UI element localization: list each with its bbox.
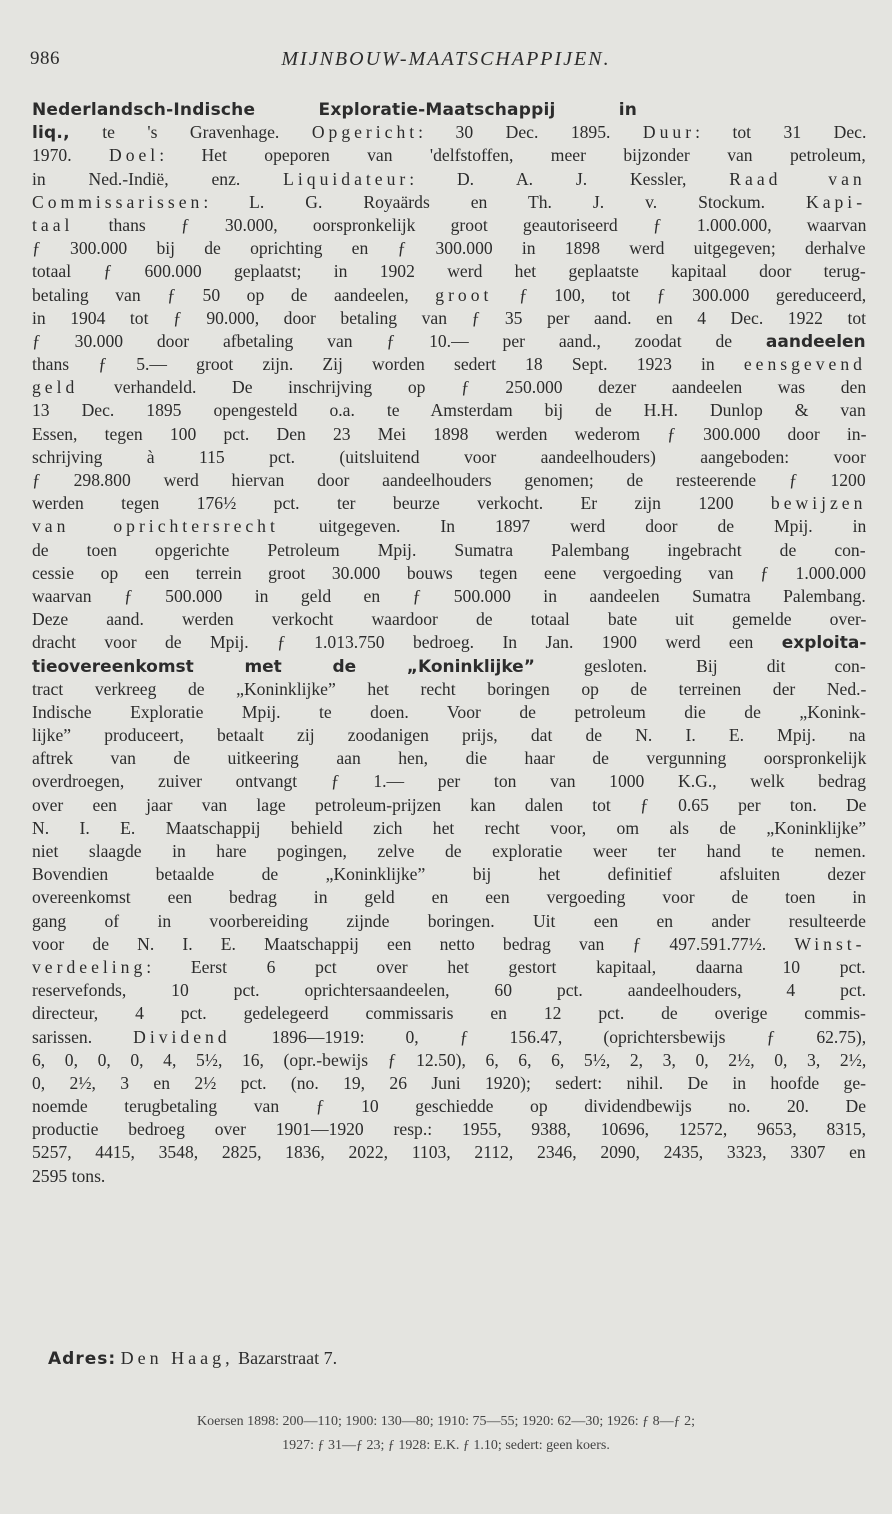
text-segment: lijke” produceert, betaalt zij zoodanigen prijs, dat de N. I. E. Mpij. na bbox=[32, 725, 866, 746]
text-line bbox=[32, 353, 866, 376]
text-segment: Deze aand. werden verkocht waardoor de totaal bate uit gemelde over- bbox=[32, 609, 867, 630]
text-line bbox=[32, 747, 866, 770]
entry-body-text bbox=[32, 98, 866, 1188]
text-segment: liq., bbox=[32, 123, 70, 144]
text-line bbox=[32, 446, 866, 469]
text-segment: te 's Gravenhage. bbox=[69, 122, 312, 143]
text-segment: Opgericht bbox=[311, 122, 419, 143]
text-segment: Dividend bbox=[133, 1026, 231, 1047]
text-line bbox=[32, 191, 866, 214]
text-line bbox=[32, 237, 866, 260]
text-segment: Kapi- bbox=[806, 191, 867, 212]
text-segment: ƒ 100, tot ƒ 300.000 gereduceerd, bbox=[492, 284, 867, 305]
text-segment: : Het opeporen van 'delfstoffen, meer bijzonder van petroleum, bbox=[159, 145, 866, 166]
price-quotations-line-1: Koersen 1898: 200—110; 1900: 130—80; 1910: 75—55; 1920: 62—30; 1926: ƒ 8—ƒ 2; bbox=[196, 1414, 696, 1429]
text-line bbox=[32, 260, 866, 283]
text-segment: aftrek van de uitkeering aan hen, die haar de vergunning oorspronkelijk bbox=[32, 748, 867, 769]
text-segment: Essen, tegen 100 pct. Den 23 Mei 1898 werden wederom ƒ 300.000 door in- bbox=[32, 423, 867, 444]
text-segment: sarissen. bbox=[32, 1026, 134, 1047]
text-segment: 5257, 4415, 3548, 2825, 1836, 2022, 1103, 2112, 2346, 2090, 2435, 3323, 3307 en bbox=[32, 1142, 866, 1163]
text-segment: werden tegen 176½ pct. ter beurze verkocht. Er zijn 1200 bbox=[32, 493, 771, 514]
text-segment: Doel bbox=[108, 145, 160, 166]
text-line bbox=[32, 492, 866, 515]
text-segment: waarvan ƒ 500.000 in geld en ƒ 500.000 in aandeelen Sumatra Palembang. bbox=[32, 585, 866, 606]
text-segment: Commissarissen bbox=[32, 191, 204, 212]
text-segment: 13 Dec. 1895 opengesteld o.a. te Amsterdam bij de H.H. Dunlop & van bbox=[32, 400, 866, 421]
text-segment: verhandeld. De inschrijving op ƒ 250.000 dezer aandeelen was den bbox=[78, 377, 867, 398]
text-segment: bewijzen bbox=[770, 493, 867, 514]
text-line bbox=[32, 168, 866, 191]
text-line bbox=[32, 886, 866, 909]
text-segment: overeenkomst een bedrag in geld en een vergoeding voor de toen in bbox=[32, 887, 867, 908]
text-line bbox=[32, 817, 866, 840]
address-street: Bazarstraat 7. bbox=[238, 1348, 338, 1368]
text-line bbox=[32, 1165, 866, 1188]
text-segment: Raad van bbox=[729, 168, 866, 189]
text-line bbox=[32, 1072, 866, 1095]
text-segment: geld bbox=[32, 377, 79, 398]
text-segment: aandeelen bbox=[765, 331, 866, 352]
text-segment: gesloten. Bij dit con- bbox=[534, 655, 866, 676]
text-line bbox=[32, 423, 866, 446]
price-quotations-line-2: 1927: ƒ 31—ƒ 23; ƒ 1928: E.K. ƒ 1.10; sedert: geen koers. bbox=[282, 1438, 610, 1453]
text-segment: : L. G. Royaärds en Th. J. v. Stockum. bbox=[203, 191, 806, 212]
text-segment: gang of in voorbereiding zijnde boringen. Uit een en ander resulteerde bbox=[32, 910, 866, 931]
text-segment: productie bedroeg over 1901—1920 resp.: 1955, 9388, 10696, 12572, 9653, 8315, bbox=[32, 1119, 867, 1140]
text-segment: 1896—1919: 0, ƒ 156.47, (oprichtersbewijs ƒ 62.75), bbox=[230, 1026, 867, 1047]
text-line bbox=[32, 469, 866, 492]
text-line bbox=[32, 655, 866, 678]
text-segment: van oprichtersrecht bbox=[32, 516, 279, 537]
text-segment: tieovereenkomst met de „Koninklijke” bbox=[32, 656, 535, 677]
text-line bbox=[32, 608, 866, 631]
text-segment: Indische Exploratie Mpij. te doen. Voor de petroleum die de „Konink- bbox=[32, 701, 866, 722]
text-segment: N. I. E. Maatschappij behield zich het recht voor, om als de „Koninklijke” bbox=[32, 817, 867, 838]
text-segment: groot bbox=[435, 284, 493, 305]
text-segment: uitgegeven. In 1897 werd door de Mpij. in bbox=[278, 516, 867, 537]
text-segment: eensgevend bbox=[743, 354, 866, 375]
text-line bbox=[32, 979, 866, 1002]
text-segment: ƒ 298.800 werd hiervan door aandeelhouders genomen; de resteerende ƒ 1200 bbox=[32, 470, 866, 490]
text-segment: thans ƒ 5.— groot zijn. Zij worden sedert 18 Sept. 1923 in bbox=[32, 354, 744, 375]
text-segment: taal bbox=[32, 214, 74, 235]
text-line bbox=[32, 863, 866, 886]
text-line bbox=[32, 585, 866, 608]
text-line bbox=[32, 214, 866, 237]
text-segment: 6, 0, 0, 0, 4, 5½, 16, (opr.-bewijs ƒ 12.50), 6, 6, 6, 5½, 2, 3, 0, 2½, 0, 3, 2½, bbox=[32, 1049, 867, 1070]
text-line bbox=[32, 840, 866, 863]
text-segment: cessie op een terrein groot 30.000 bouws tegen eene vergoeding van ƒ 1.000.000 bbox=[32, 562, 866, 583]
text-line bbox=[32, 1026, 866, 1049]
text-segment: Bovendien betaalde de „Koninklijke” bij het definitief afsluiten dezer bbox=[32, 864, 866, 885]
text-line bbox=[32, 1049, 866, 1072]
text-line bbox=[32, 701, 866, 724]
text-line bbox=[32, 1002, 866, 1025]
text-segment: 1970. bbox=[32, 145, 109, 166]
text-segment: totaal ƒ 600.000 geplaatst; in 1902 werd het geplaatste kapitaal door terug- bbox=[32, 261, 866, 282]
text-segment: ƒ 300.000 bij de oprichting en ƒ 300.000 in 1898 werd uitgegeven; derhalve bbox=[32, 238, 866, 259]
text-segment: : Eerst 6 pct over het gestort kapitaal, daarna 10 pct. bbox=[146, 956, 866, 977]
text-segment: dracht voor de Mpij. ƒ 1.013.750 bedroeg. In Jan. 1900 werd een bbox=[32, 632, 782, 653]
text-line bbox=[32, 794, 866, 817]
text-line bbox=[32, 376, 866, 399]
text-line bbox=[32, 307, 866, 330]
text-segment: directeur, 4 pct. gedelegeerd commissaris en 12 pct. de overige commis- bbox=[32, 1003, 866, 1024]
text-segment: 2595 tons. bbox=[32, 1165, 106, 1186]
page-header bbox=[30, 48, 862, 78]
text-segment: voor de N. I. E. Maatschappij een netto bedrag van ƒ 497.591.77½. bbox=[32, 933, 795, 954]
text-segment: betaling van ƒ 50 op de aandeelen, bbox=[32, 284, 436, 305]
running-title: MIJNBOUW-MAATSCHAPPIJEN. bbox=[281, 48, 611, 70]
text-segment: verdeeling bbox=[32, 956, 147, 977]
text-segment: de toen opgerichte Petroleum Mpij. Sumatra Palembang ingebracht de con- bbox=[32, 539, 866, 560]
text-line bbox=[32, 330, 866, 353]
text-line bbox=[32, 515, 866, 538]
text-line bbox=[32, 1118, 866, 1141]
text-segment: Liquidateur bbox=[283, 168, 410, 189]
text-line bbox=[32, 399, 866, 422]
text-segment: reservefonds, 10 pct. oprichtersaandeelen, 60 pct. aandeelhouders, 4 pct. bbox=[32, 980, 867, 1001]
address-line bbox=[48, 1348, 337, 1369]
text-line bbox=[32, 121, 866, 144]
text-line bbox=[32, 956, 866, 979]
text-segment: : 30 Dec. 1895. bbox=[418, 122, 643, 143]
text-segment: schrijving à 115 pct. (uitsluitend voor aandeelhouders) aangeboden: voor bbox=[32, 446, 866, 467]
text-segment: exploita- bbox=[781, 633, 867, 654]
text-segment: over een jaar van lage petroleum-prijzen kan dalen tot ƒ 0.65 per ton. De bbox=[32, 794, 867, 815]
text-line bbox=[32, 1141, 866, 1164]
address-label: Adres: bbox=[48, 1349, 117, 1369]
text-line bbox=[32, 631, 866, 654]
text-line bbox=[32, 933, 866, 956]
text-segment: thans ƒ 30.000, oorspronkelijk groot geautoriseerd ƒ 1.000.000, waarvan bbox=[73, 214, 867, 235]
text-segment: : D. A. J. Kessler, bbox=[409, 168, 730, 189]
text-segment: ƒ 30.000 door afbetaling van ƒ 10.— per aand., zoodat de bbox=[32, 330, 766, 351]
text-segment: Duur bbox=[642, 122, 696, 143]
text-line bbox=[32, 98, 866, 121]
text-segment: Winst- bbox=[794, 933, 866, 954]
text-line bbox=[32, 539, 866, 562]
text-line bbox=[32, 910, 866, 933]
text-segment: overdroegen, zuiver ontvangt ƒ 1.— per ton van 1000 K.G., welk bedrag bbox=[32, 771, 867, 792]
text-segment: noemde terugbetaling van ƒ 10 geschiedde op dividendbewijs no. 20. De bbox=[32, 1096, 867, 1117]
price-quotations bbox=[30, 1410, 862, 1458]
text-line bbox=[32, 724, 866, 747]
text-line bbox=[32, 1095, 866, 1118]
text-line bbox=[32, 562, 866, 585]
text-line bbox=[32, 284, 866, 307]
text-segment: 0, 2½, 3 en 2½ pct. (no. 19, 26 Juni 1920); sedert: nihil. De in hoofde ge- bbox=[32, 1072, 867, 1093]
page-number: 986 bbox=[30, 48, 60, 69]
address-city: Den Haag, bbox=[120, 1348, 234, 1368]
text-segment: Nederlandsch-Indische Exploratie-Maatschappij in bbox=[32, 100, 638, 120]
text-line bbox=[32, 144, 866, 167]
text-line bbox=[32, 678, 866, 701]
text-segment: in 1904 tot ƒ 90.000, door betaling van ƒ 35 per aand. en 4 Dec. 1922 tot bbox=[32, 307, 867, 328]
text-segment: niet slaagde in hare pogingen, zelve de exploratie weer ter hand te nemen. bbox=[32, 841, 866, 861]
text-segment: tract verkreeg de „Koninklijke” het recht boringen op de terreinen der Ned.- bbox=[32, 678, 867, 699]
text-segment: in Ned.-Indië, enz. bbox=[32, 168, 284, 189]
text-segment: : tot 31 Dec. bbox=[695, 122, 867, 143]
text-line bbox=[32, 770, 866, 793]
